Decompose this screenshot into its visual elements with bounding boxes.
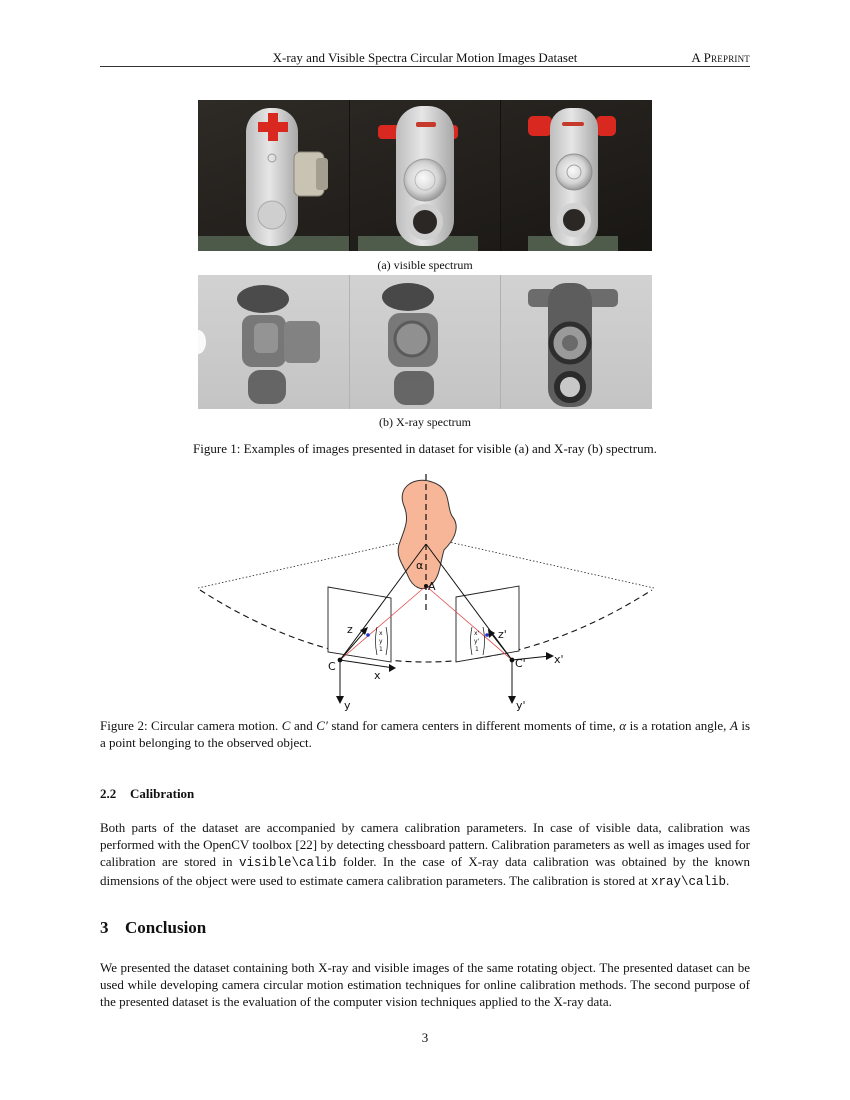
fig2-caption-alpha: α [619, 718, 627, 733]
visible-photos-illustration [198, 100, 652, 251]
fig2-caption-c: C [281, 718, 291, 733]
visible-calib-path: visible\calib [238, 856, 337, 870]
fig2-caption-rot: is a rotation angle, [629, 718, 727, 733]
calibration-paragraph [100, 819, 750, 891]
cam1-vec-x: x [379, 630, 383, 637]
xray-spectrum-images [198, 275, 652, 409]
projection-point-1 [366, 633, 370, 637]
visible-spectrum-photos [198, 100, 652, 251]
conclusion-paragraph: We presented the dataset containing both X-ray and visible images of the same rotating object. The presented dataset can be used while developing camera circular motion estimation techniques for online calibration methods. The second purpose of the presented dataset is the evaluation of the computer vision techniques applied to the X-ray data. [100, 960, 750, 1009]
section-title: Conclusion [125, 918, 207, 937]
subsection-number: 2.2 [100, 786, 117, 801]
page-number: 3 [421, 1030, 429, 1045]
cam2-vec-1: 1 [475, 646, 479, 653]
fig2-caption-end: is a point belonging to the observed object. [100, 718, 751, 750]
dotted-left-line [198, 540, 412, 588]
cam1-x-arrowhead [389, 664, 396, 672]
calibration-text-2: folder. In the case of X-ray data calibration was obtained by the known dimensions of the object were used to estimate camera calibration parameters. The calibration is stored at [100, 854, 750, 888]
cam2-z-label: z' [498, 628, 507, 641]
cam1-vec-y: y [379, 638, 383, 645]
calibration-text-1: Both parts of the dataset are accompanied by camera calibration parameters. In case of visible data, calibration was performed with the OpenCV toolbox [22] by detecting chessboard pattern. Calibration parameters as well as images used for calibration are stored in [100, 820, 750, 869]
subsection-heading [100, 786, 194, 802]
subcaption-a: (a) visible spectrum [377, 258, 473, 272]
fig2-caption-prefix: Figure 2: Circular camera motion. [100, 718, 279, 733]
section-heading [100, 918, 206, 938]
fig2-caption-c2: C′ [316, 718, 328, 733]
section-number: 3 [100, 918, 109, 937]
subsection-title: Calibration [130, 786, 195, 801]
cam2-center-label: C' [515, 657, 526, 670]
figure-1-caption: Figure 1: Examples of images presented in dataset for visible (a) and X-ray (b) spectrum. [193, 441, 657, 456]
dotted-right-line [440, 540, 654, 588]
cam2-y-label: y' [516, 699, 526, 712]
cam1-y-label: y [344, 699, 351, 712]
cam1-x-label: x [374, 669, 381, 682]
cam2-vec-y: y' [474, 638, 480, 645]
figure-2-caption [100, 717, 750, 751]
cam2-y-arrowhead [508, 696, 516, 704]
camera-path-arc [200, 590, 652, 662]
cam2-vec-x: x' [474, 630, 480, 637]
point-a-label: A [428, 580, 436, 593]
cam1-vec-1: 1 [379, 646, 383, 653]
header-rule [100, 66, 750, 67]
fig2-caption-and: and [293, 718, 313, 733]
cam1-center-label: C [328, 660, 336, 673]
xray-calib-path: xray\calib [650, 875, 726, 889]
projection-point-2 [485, 633, 489, 637]
xray-images-illustration [198, 275, 652, 409]
alpha-label: α [416, 559, 424, 572]
cam1-z-label: z [347, 623, 353, 636]
cam2-x-label: x' [554, 653, 564, 666]
cam1-y-arrowhead [336, 696, 344, 704]
circular-motion-svg [190, 472, 660, 714]
running-header-title: X-ray and Visible Spectra Circular Motion Images Dataset [272, 50, 578, 65]
running-header-label: A Preprint [691, 50, 750, 65]
fig2-caption-mid: stand for camera centers in different moments of time, [331, 718, 616, 733]
circular-motion-diagram [190, 472, 660, 714]
fig2-caption-a: A [729, 718, 738, 733]
subcaption-b: (b) X-ray spectrum [379, 415, 471, 429]
calibration-text-3: . [726, 873, 730, 888]
cam2-x-arrowhead [546, 652, 554, 660]
